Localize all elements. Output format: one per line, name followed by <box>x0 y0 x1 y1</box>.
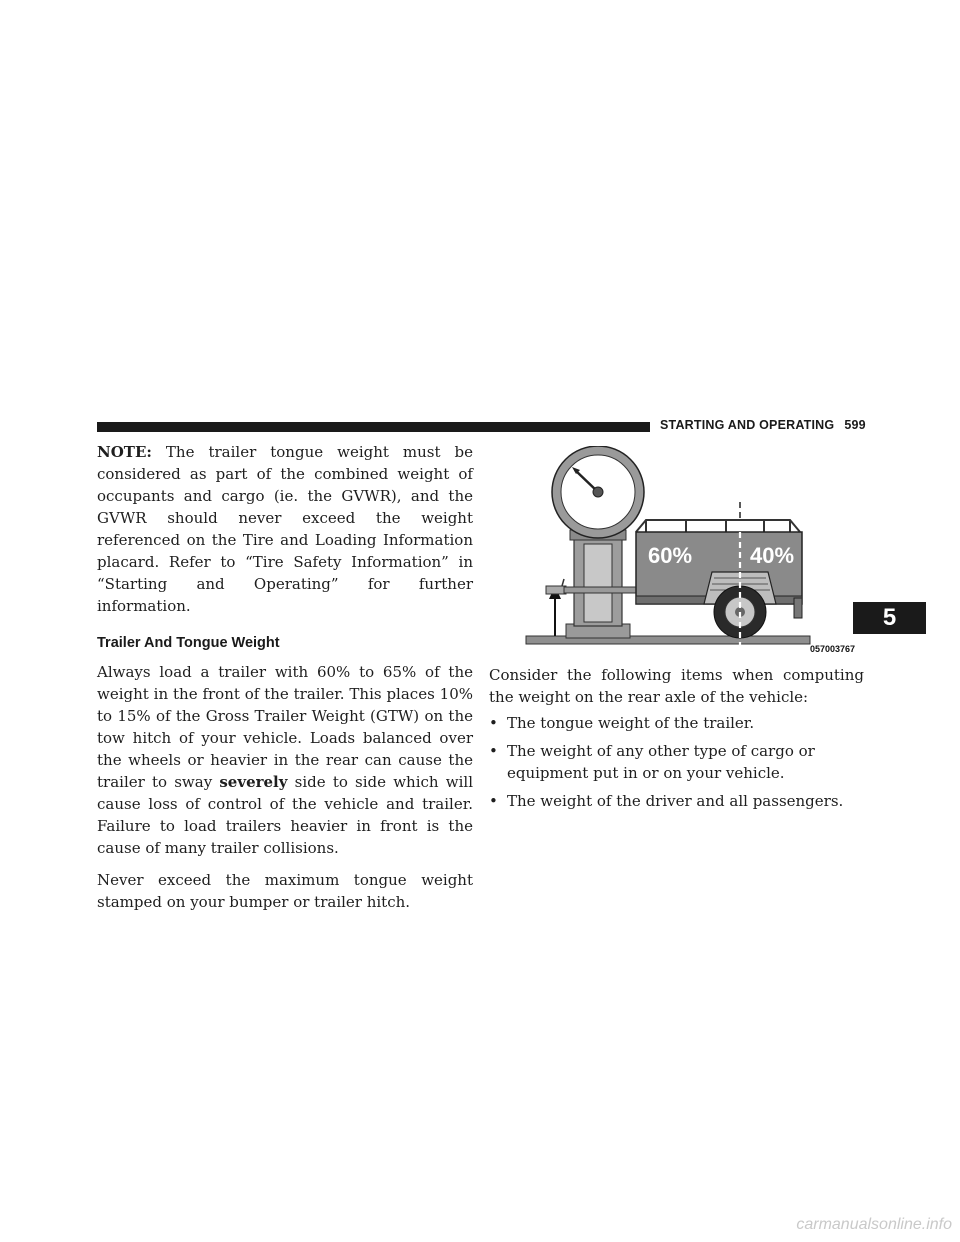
header-rule <box>97 422 650 432</box>
list-item-text: The tongue weight of the trailer. <box>507 714 755 732</box>
list-item-text: The weight of any other type of cargo or equipment put in or on your vehicle. <box>507 742 815 782</box>
trailer-weight-figure <box>518 446 858 656</box>
front-percentage-label: 60% <box>648 543 693 568</box>
load-text-a: Always load a trailer with 60% to 65% of the weight in the front of the trailer. This places 10% to 15% of the Gross Trailer Weight (GTW) on the tow hitch of your vehicle. Loads balanced over the wheels or heavier in the rear can cause the trailer to sway <box>97 663 473 791</box>
load-text-b: side to side which will cause loss of control of the vehicle and trailer. Failure to load trailers heavier in front is the cause of many trailer collisions. <box>97 773 473 857</box>
list-item-text: The weight of the driver and all passengers. <box>507 792 844 810</box>
max-tongue-paragraph: Never exceed the maximum tongue weight stamped on your bumper or trailer hitch. <box>97 871 473 911</box>
gauge-hub <box>593 487 603 497</box>
hitch-coupler <box>546 586 566 594</box>
section-heading: Trailer And Tongue Weight <box>97 635 280 651</box>
note-paragraph <box>97 441 473 617</box>
severely-emphasis: severely <box>219 773 288 791</box>
note-label: NOTE: <box>97 443 152 461</box>
right-column <box>489 664 864 818</box>
figure-code: 057003767 <box>810 644 856 654</box>
page-number: 599 <box>844 418 866 432</box>
site-watermark: carmanualsonline.info <box>796 1216 952 1233</box>
load-paragraph <box>97 661 473 859</box>
weight-items-list <box>489 712 864 812</box>
bullet-glyph: • <box>489 742 498 760</box>
note-text: The trailer tongue weight must be considered as part of the combined weight of occupants and cargo (ie. the GVWR), and the GVWR should never exceed the weight referenced on the Tire and Loading Information placard. Refer to “Tire Safety Information” in “Starting and Operating” for further information. <box>97 443 473 615</box>
hitch-latch <box>562 579 564 586</box>
rear-percentage-label: 40% <box>750 543 795 568</box>
list-item <box>489 712 864 734</box>
left-column <box>97 441 473 913</box>
chapter-tab: 5 <box>853 602 926 634</box>
trailer-rear-leg <box>794 598 802 618</box>
bullet-glyph: • <box>489 792 498 810</box>
running-header <box>660 418 866 432</box>
rear-axle-intro: Consider the following items when computing the weight on the rear axle of the vehicle: <box>489 666 864 706</box>
list-item <box>489 790 864 812</box>
section-title: STARTING AND OPERATING <box>660 418 835 432</box>
bullet-glyph: • <box>489 714 498 732</box>
scale-column-window <box>584 544 612 622</box>
list-item <box>489 740 864 784</box>
